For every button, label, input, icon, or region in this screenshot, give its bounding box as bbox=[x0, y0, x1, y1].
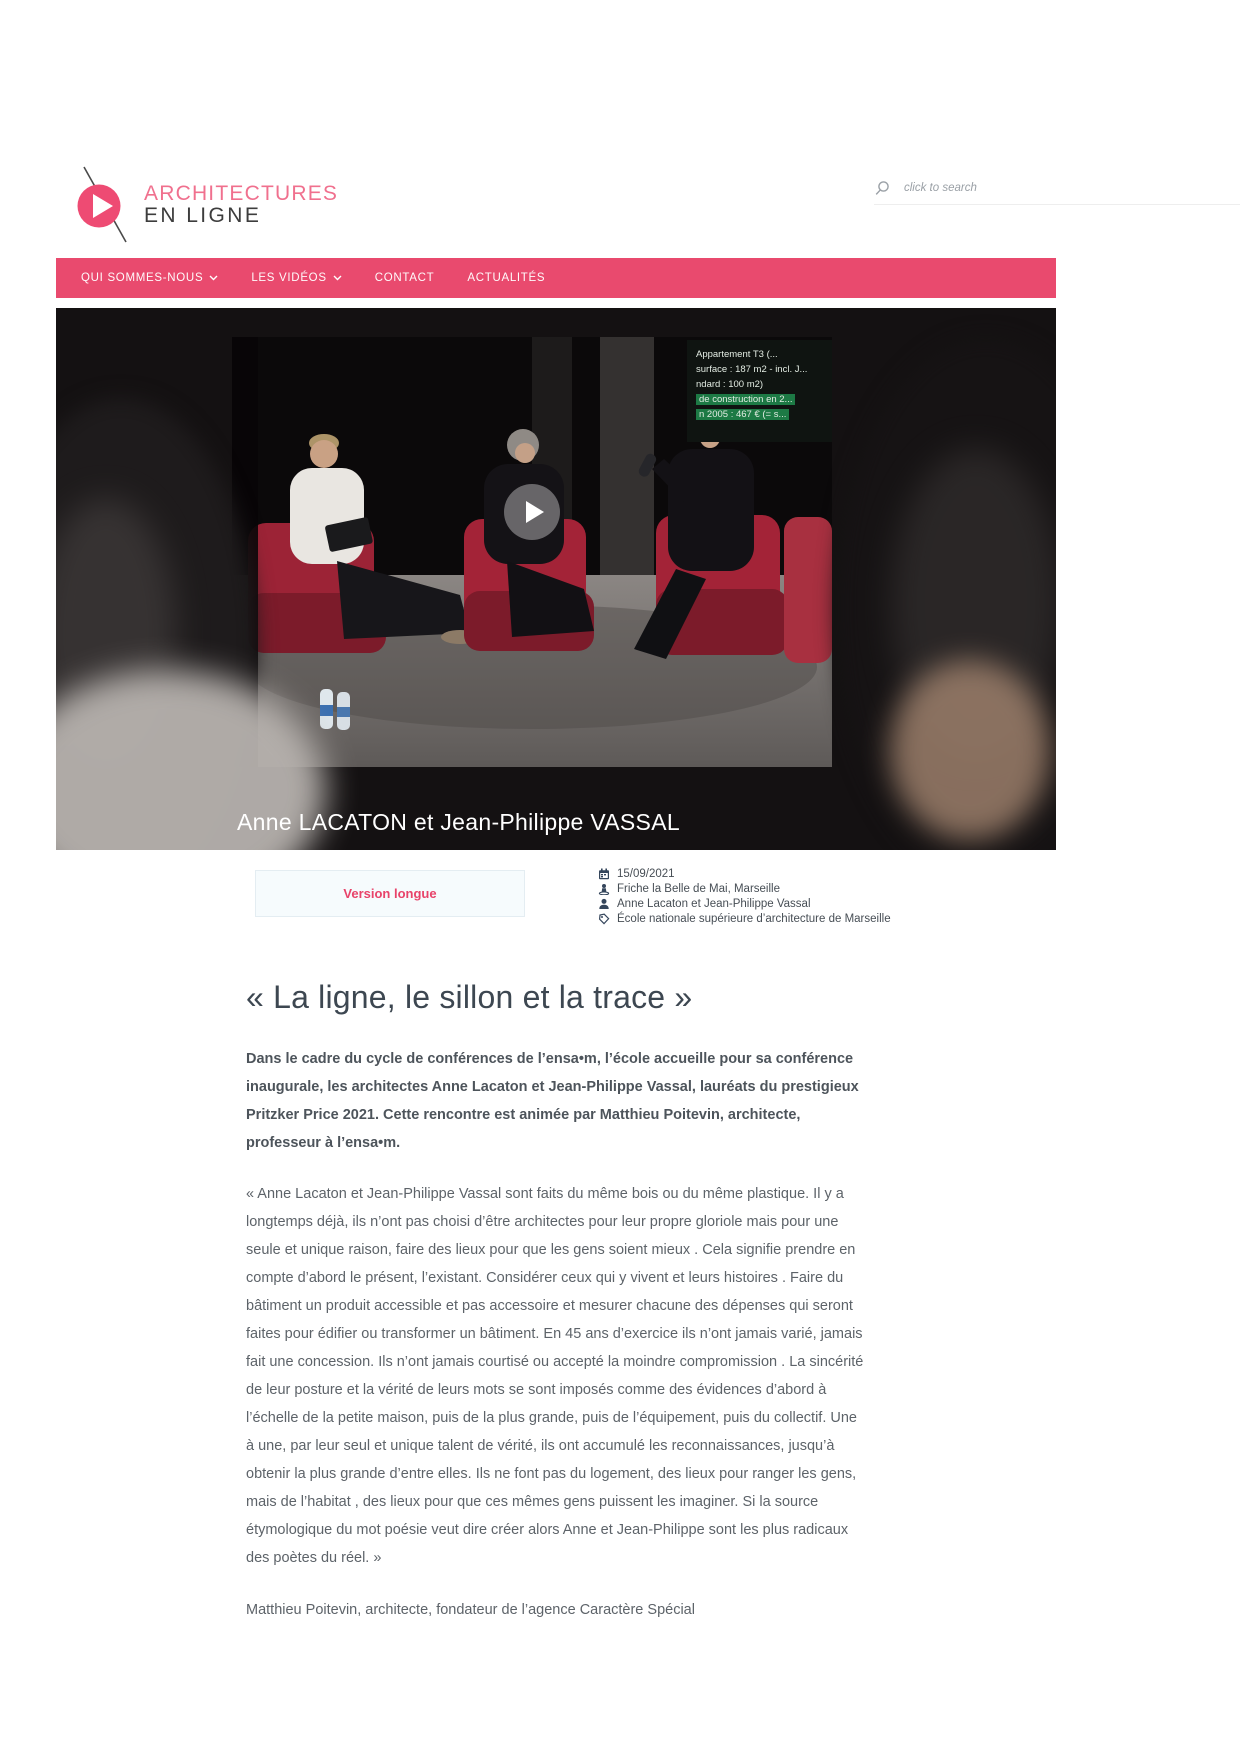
logo-name-top: ARCHITECTURES bbox=[144, 182, 339, 205]
nav-item-actualites[interactable] bbox=[467, 272, 545, 284]
event-location: Friche la Belle de Mai, Marseille bbox=[617, 882, 780, 895]
video-player[interactable] bbox=[232, 337, 832, 767]
slide-line: de construction en 2... bbox=[696, 392, 828, 407]
person-icon bbox=[598, 898, 610, 910]
play-logo-icon bbox=[70, 162, 136, 246]
video-title: Anne LACATON et Jean-Philippe VASSAL bbox=[237, 809, 680, 835]
main-nav bbox=[56, 258, 1056, 298]
tag-icon bbox=[598, 913, 610, 925]
nav-item-label: QUI SOMMES-NOUS bbox=[81, 272, 204, 284]
meta-list bbox=[598, 866, 891, 926]
nav-item-qui-sommes-nous[interactable] bbox=[81, 272, 218, 284]
article-attribution: Matthieu Poitevin, architecte, fondateur de l’agence Caractère Spécial bbox=[246, 1602, 695, 1618]
event-organizer: École nationale supérieure d’architecture de Marseille bbox=[617, 912, 891, 925]
slide-line: ndard : 100 m2) bbox=[696, 379, 764, 390]
site-header bbox=[56, 0, 1056, 258]
header-divider bbox=[874, 204, 1240, 205]
play-icon bbox=[526, 501, 544, 523]
logo-text bbox=[144, 183, 338, 246]
meta-section bbox=[56, 850, 1056, 970]
event-date: 15/09/2021 bbox=[617, 867, 675, 880]
calendar-icon bbox=[598, 868, 610, 880]
nav-item-les-videos[interactable] bbox=[251, 272, 341, 284]
meta-row-speakers bbox=[598, 896, 891, 911]
location-icon bbox=[598, 883, 610, 895]
nav-item-label: CONTACT bbox=[374, 272, 435, 284]
event-speakers: Anne Lacaton et Jean-Philippe Vassal bbox=[617, 897, 811, 910]
nav-item-label: LES VIDÉOS bbox=[251, 272, 327, 284]
meta-row-location bbox=[598, 881, 891, 896]
slide-line: surface : 187 m2 - incl. J... bbox=[696, 364, 808, 375]
version-longue-button[interactable]: Version longue bbox=[255, 870, 525, 917]
article-body-paragraph: « Anne Lacaton et Jean-Philippe Vassal sont faits du même bois ou du même plastique. Il y a longtemps déjà, ils n’ont pas choisi d’être architectes pour leur propre gloriole mais pour une seule et unique raison, faire des lieux pour que les gens soient mieux . Cela signifie prendre en compte d’abord le présent, l’existant. Considérer ceux qui y vivent et leurs histoires . Faire du bâtiment un produit accessible et pas accessoire et mesurer chacune des dépenses qui seront faites pour édifier ou transformer un bâtiment. En 45 ans d’exercice ils n’ont jamais varié, jamais fait une concession. Ils n’ont jamais courtisé ou accepté la moindre compromission . La sincérité de leur posture et la vérité de leurs mots se sont imposés comme des évidences d’abord à l’échelle de la petite maison, puis de la plus grande, puis de l’équipement, puis du collectif. Une à une, par leur seul et unique talent de vérité, ils ont accumulé les reconnaissances, jusqu’à obtenir la plus grande d’entre elles. Ils ne font pas du logement, des lieux pour ranger les gens, mais de l’habitat , des lieux pour que ces mêmes gens puissent les imaginer. Si la source étymologique du mot poésie veut dire créer alors Anne et Jean-Philippe sont les plus radicaux des poètes du réel. » bbox=[246, 1186, 864, 1566]
meta-row-organizer bbox=[598, 911, 891, 926]
search-icon bbox=[874, 180, 890, 196]
nav-item-contact[interactable] bbox=[375, 272, 435, 284]
search-placeholder-text: click to search bbox=[904, 182, 977, 194]
meta-row-date bbox=[598, 866, 891, 881]
nav-item-label: ACTUALITÉS bbox=[467, 272, 546, 284]
chevron-down-icon bbox=[333, 275, 342, 281]
article-title: « La ligne, le sillon et la trace » bbox=[246, 979, 693, 1015]
play-button[interactable] bbox=[504, 484, 560, 540]
article-lead-paragraph: Dans le cadre du cycle de conférences de l’ensa•m, l’école accueille pour sa conférence inaugurale, les architectes Anne Lacaton et Jean-Philippe Vassal, lauréats du prestigieux Pritzker Price 2021. Cette rencontre est animée par Matthieu Poitevin, architecte, professeur à l’ensa•m. bbox=[246, 1051, 859, 1151]
slide-line: n 2005 : 467 € (= s... bbox=[696, 407, 828, 422]
projection-slide bbox=[687, 340, 832, 442]
hero-video-section bbox=[56, 308, 1056, 850]
blurred-hand-foreground bbox=[890, 660, 1050, 840]
slide-line: Appartement T3 (... bbox=[696, 349, 778, 360]
page-container bbox=[56, 0, 1056, 1621]
article bbox=[246, 976, 864, 1621]
site-logo[interactable] bbox=[70, 162, 338, 246]
search-button[interactable] bbox=[874, 180, 977, 196]
chevron-down-icon bbox=[209, 275, 218, 281]
logo-name-bottom: EN LIGNE bbox=[144, 204, 262, 227]
